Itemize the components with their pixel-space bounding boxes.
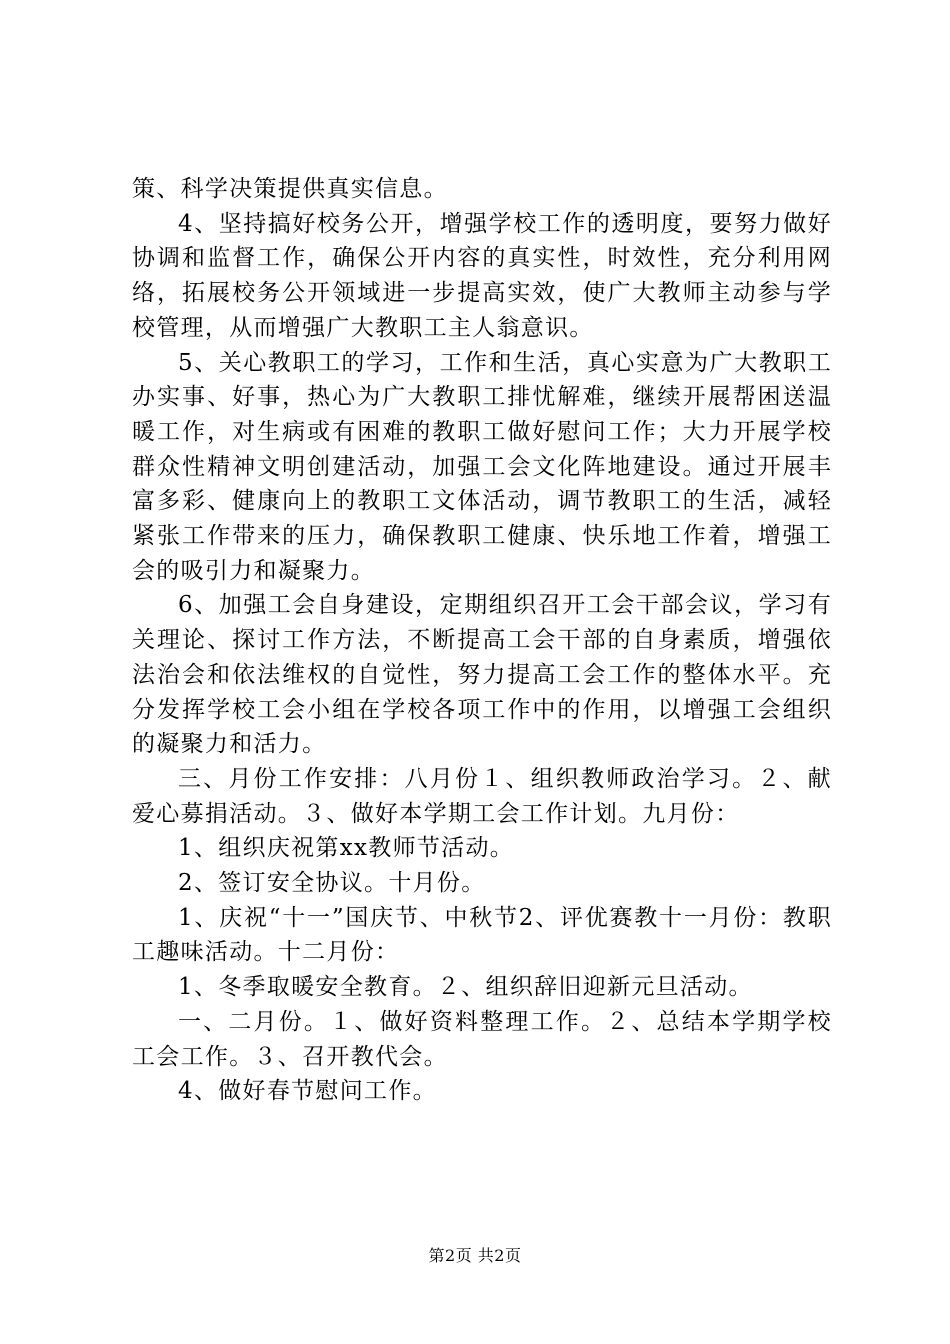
paragraph-september-2: 2、签订安全协议。十月份。 [178, 870, 486, 897]
paragraph-item-6: 6、加强工会自身建设，定期组织召开工会干部会议，学习有关理论、探讨工作方法，不断提高工会干部的自身素质，增强依法治会和依法维权的自觉性，努力提高工会工作的整体水平。充分发挥学校工会小组在学校各项工作中的作用，以增强工会组织的凝聚力和活力。 [132, 592, 832, 758]
document-body [132, 172, 832, 1109]
paragraph-item-5: 5、关心教职工的学习，工作和生活，真心实意为广大教职工办实事、好事，热心为广大教职工排忧解难，继续开展帮困送温暖工作，对生病或有困难的教职工做好慰问工作；大力开展学校群众性精神文明创建活动，加强工会文化阵地建设。通过开展丰富多彩、健康向上的教职工文体活动，调节教职工的生活，减轻紧张工作带来的压力，确保教职工健康、快乐地工作着，增强工会的吸引力和凝聚力。 [132, 349, 832, 584]
paragraph-september-1: 1、组织庆祝第xx教师节活动。 [178, 835, 515, 862]
paragraph-continuation: 策、科学决策提供真实信息。 [132, 176, 448, 202]
paragraph-october: 1、庆祝“十一”国庆节、中秋节2、评优赛教十一月份：教职工趣味活动。十二月份： [132, 904, 832, 966]
paragraph-december: 1、冬季取暖安全教育。２、组织辞旧迎新元旦活动。 [178, 974, 753, 1001]
paragraph-item-4: 4、坚持搞好校务公开，增强学校工作的透明度，要努力做好协调和监督工作，确保公开内容的真实性，时效性，充分利用网络，拓展校务公开领域进一步提高实效，使广大教师主动参与学校管理，从而增强广大教职工主人翁意识。 [132, 210, 832, 341]
paragraph-jan-feb-4: 4、做好春节慰问工作。 [178, 1078, 437, 1105]
paragraph-jan-feb: 一、二月份。１、做好资料整理工作。２、总结本学期学校工会工作。３、召开教代会。 [132, 1008, 832, 1070]
paragraph-monthly-schedule: 三、月份工作安排：八月份１、组织教师政治学习。２、献爱心募捐活动。３、做好本学期工会工作计划。九月份： [132, 765, 832, 827]
page-footer: 第2页 共2页 [428, 1246, 522, 1265]
